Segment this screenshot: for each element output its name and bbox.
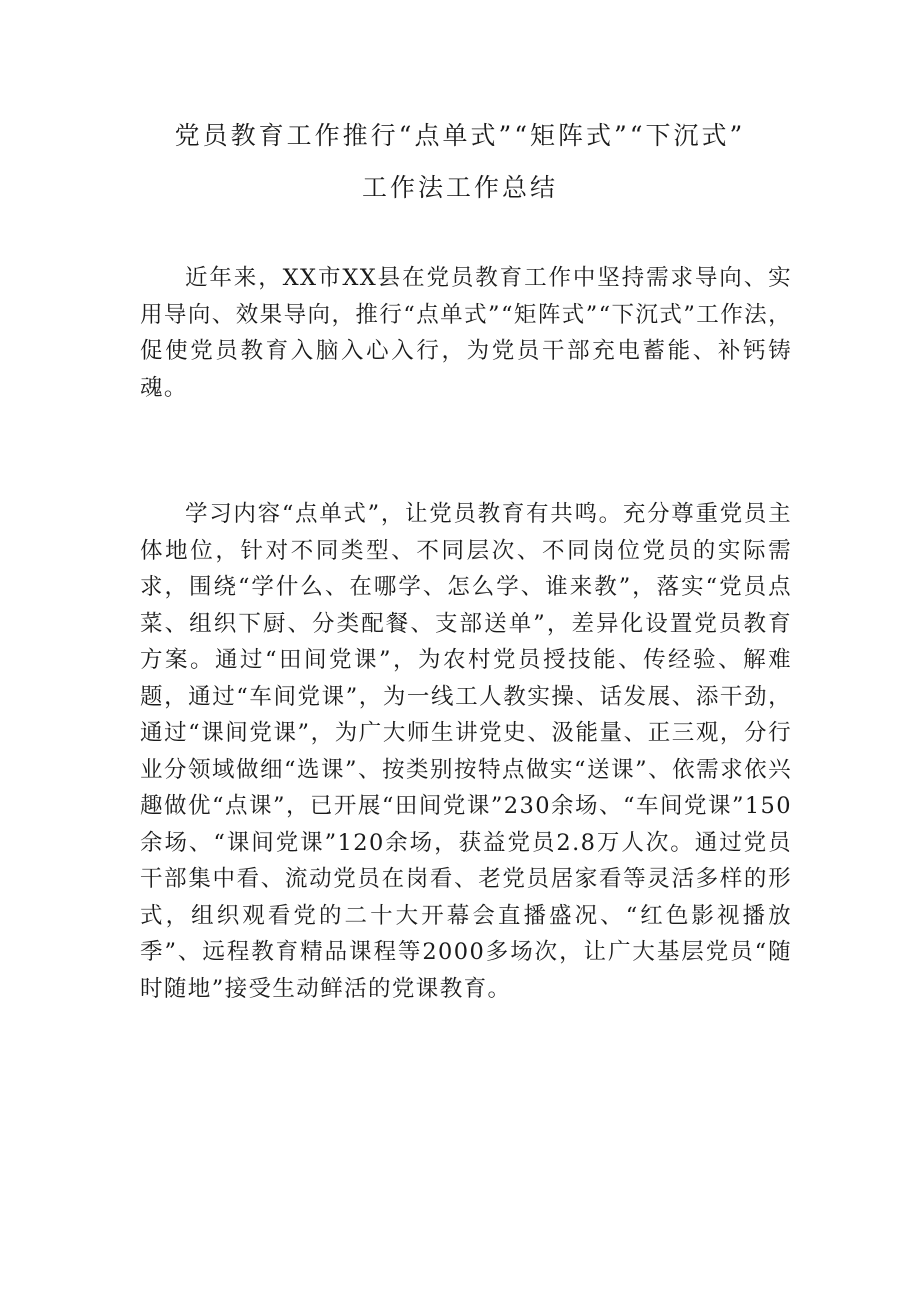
paragraph-intro: 近年来，XX市XX县在党员教育工作中坚持需求导向、实用导向、效果导向，推行“点单式”“矩阵式”“下沉式”工作法，促使党员教育入脑入心入行，为党员干部充电蓄能、补钙铸魂。 <box>140 265 792 401</box>
document-title <box>0 110 920 214</box>
title-line-1: 党员教育工作推行“点单式”“矩阵式”“下沉式” <box>174 121 746 150</box>
title-line-2: 工作法工作总结 <box>361 173 558 202</box>
paragraph-learning-content: 学习内容“点单式”，让党员教育有共鸣。充分尊重党员主体地位，针对不同类型、不同层次、不同岗位党员的实际需求，围绕“学什么、在哪学、怎么学、谁来教”，落实“党员点菜、组织下厨、分类配餐、支部送单”，差异化设置党员教育方案。通过“田间党课”，为农村党员授技能、传经验、解难题，通过“车间党课”，为一线工人教实操、话发展、添干劲，通过“课间党课”，为广大师生讲党史、汲能量、正三观，分行业分领域做细“选课”、按类别按特点做实“送课”、依需求依兴趣做优“点课”，已开展“田间党课”230余场、“车间党课”150余场、“课间党课”120余场，获益党员2.8万人次。通过党员干部集中看、流动党员在岗看、老党员居家看等灵活多样的形式，组织观看党的二十大开幕会直播盛况、“红色影视播放季”、远程教育精品课程等2000多场次，让广大基层党员“随时随地”接受生动鲜活的党课教育。 <box>140 501 792 1002</box>
